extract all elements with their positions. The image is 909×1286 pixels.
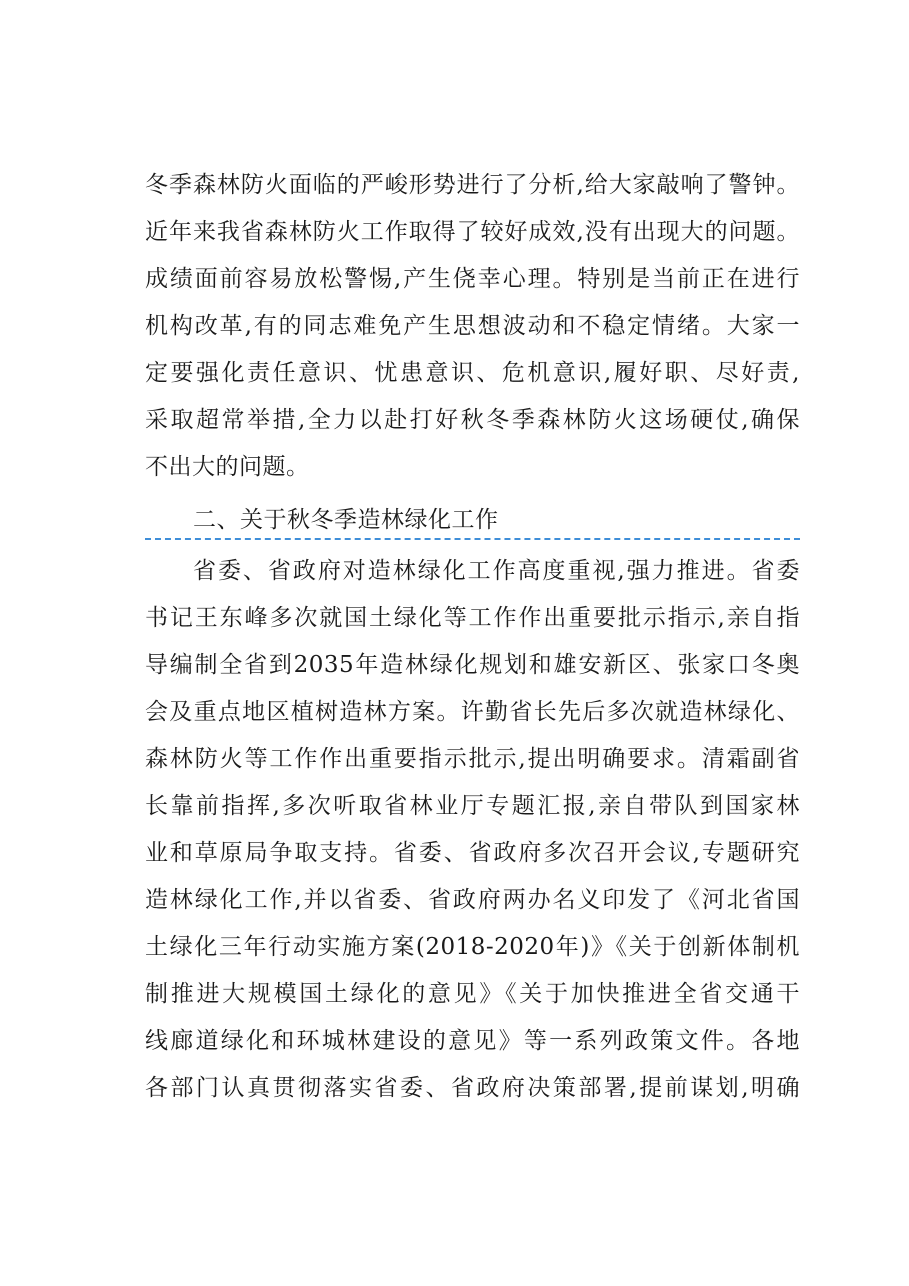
- paragraph-line: 各部门认真贯彻落实省委、省政府决策部署,提前谋划,明确: [145, 1075, 800, 1101]
- paragraph-line: 会及重点地区植树造林方案。许勤省长先后多次就造林绿化、: [145, 699, 800, 725]
- paragraph-line: 导编制全省到2035年造林绿化规划和雄安新区、张家口冬奥: [145, 652, 800, 678]
- heading-divider: [145, 538, 800, 540]
- section-heading: 二、关于秋冬季造林绿化工作: [193, 507, 499, 533]
- paragraph-line: 业和草原局争取支持。省委、省政府多次召开会议,专题研究: [145, 840, 800, 866]
- paragraph-line: 定要强化责任意识、忧患意识、危机意识,履好职、尽好责,: [145, 360, 800, 386]
- paragraph-line: 近年来我省森林防火工作取得了较好成效,没有出现大的问题。: [145, 219, 800, 245]
- paragraph-line: 成绩面前容易放松警惕,产生侥幸心理。特别是当前正在进行: [145, 266, 800, 292]
- paragraph-line: 制推进大规模国土绿化的意见》《关于加快推进全省交通干: [145, 981, 800, 1007]
- paragraph-line: 机构改革,有的同志难免产生思想波动和不稳定情绪。大家一: [145, 313, 800, 339]
- paragraph-line: 不出大的问题。: [145, 454, 310, 480]
- paragraph-line: 冬季森林防火面临的严峻形势进行了分析,给大家敲响了警钟。: [145, 172, 800, 198]
- paragraph-line: 采取超常举措,全力以赴打好秋冬季森林防火这场硬仗,确保: [145, 407, 800, 433]
- paragraph-line: 森林防火等工作作出重要指示批示,提出明确要求。清霜副省: [145, 746, 800, 772]
- paragraph-line: 造林绿化工作,并以省委、省政府两办名义印发了《河北省国: [145, 887, 800, 913]
- paragraph-line: 省委、省政府对造林绿化工作高度重视,强力推进。省委: [193, 558, 800, 584]
- paragraph-line: 书记王东峰多次就国土绿化等工作作出重要批示指示,亲自指: [145, 605, 800, 631]
- paragraph-line: 线廊道绿化和环城林建设的意见》等一系列政策文件。各地: [145, 1028, 800, 1054]
- paragraph-line: 长靠前指挥,多次听取省林业厅专题汇报,亲自带队到国家林: [145, 793, 800, 819]
- paragraph-line: 土绿化三年行动实施方案(2018-2020年)》《关于创新体制机: [145, 934, 800, 960]
